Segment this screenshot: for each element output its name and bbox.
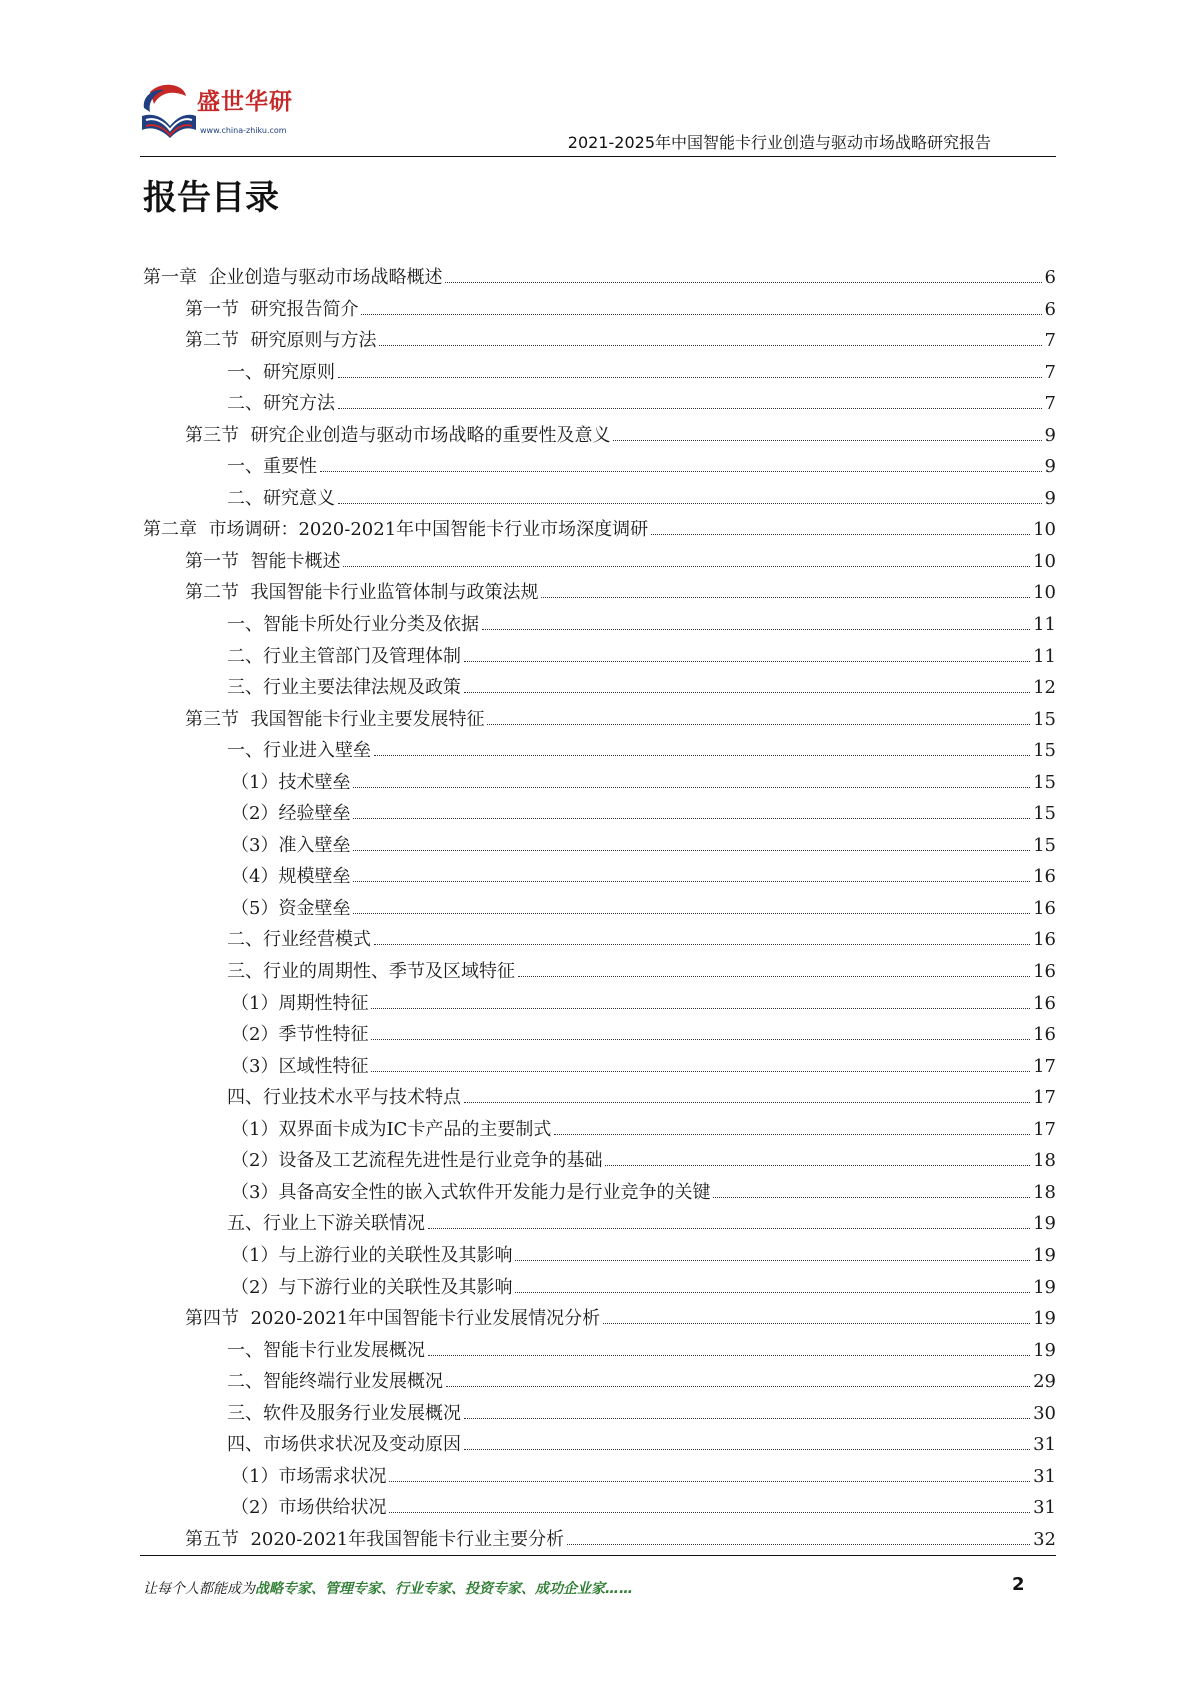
toc-entry[interactable]: [143, 704, 1056, 736]
toc-leader-dots: [353, 818, 1030, 819]
toc-entry[interactable]: [143, 1114, 1056, 1146]
toc-leader-dots: [464, 1102, 1030, 1103]
toc-entry[interactable]: [143, 1461, 1056, 1493]
toc-leader-dots: [361, 314, 1041, 315]
toc-entry-title: 二、行业经营模式: [227, 929, 371, 951]
toc-leader-dots: [482, 629, 1030, 630]
toc-entry-page: 9: [1044, 487, 1056, 509]
toc-leader-dots: [320, 471, 1042, 472]
toc-entry-title: （2）市场供给状况: [231, 1497, 387, 1519]
page-header: [0, 0, 1191, 160]
toc-leader-dots: [374, 755, 1030, 756]
toc-entry-title: （1）技术壁垒: [231, 771, 351, 793]
toc-leader-dots: [374, 944, 1030, 945]
toc-entry[interactable]: [143, 577, 1056, 609]
toc-entry-title: 第三节 研究企业创造与驱动市场战略的重要性及意义: [185, 424, 611, 446]
toc-entry-page: 17: [1033, 1055, 1056, 1077]
toc-leader-dots: [389, 1512, 1030, 1513]
toc-leader-dots: [541, 597, 1030, 598]
toc-leader-dots: [713, 1197, 1030, 1198]
toc-entry-title: 一、行业进入壁垒: [227, 740, 371, 762]
toc-entry-page: 10: [1033, 519, 1056, 541]
toc-entry-page: 31: [1033, 1465, 1056, 1487]
toc-entry-title: 二、智能终端行业发展概况: [227, 1371, 443, 1393]
toc-entry-title: （1）双界面卡成为IC卡产品的主要制式: [231, 1118, 552, 1140]
toc-leader-dots: [554, 1134, 1030, 1135]
report-title: 2021-2025年中国智能卡行业创造与驱动市场战略研究报告: [567, 133, 991, 152]
toc-entry[interactable]: [143, 325, 1056, 357]
toc-entry-title: 一、研究原则: [227, 361, 335, 383]
table-of-contents: [143, 262, 1056, 1555]
toc-entry-page: 19: [1033, 1276, 1056, 1298]
toc-entry-page: 15: [1033, 708, 1056, 730]
toc-entry-page: 19: [1033, 1339, 1056, 1361]
toc-leader-dots: [446, 1386, 1030, 1387]
toc-entry-page: 30: [1033, 1402, 1056, 1424]
toc-entry-page: 31: [1033, 1497, 1056, 1519]
toc-entry-title: 第二节 研究原则与方法: [185, 330, 377, 352]
toc-entry-title: （3）准入壁垒: [231, 834, 351, 856]
toc-entry-page: 15: [1033, 740, 1056, 762]
toc-entry-title: 第一节 智能卡概述: [185, 550, 341, 572]
toc-entry[interactable]: [143, 1272, 1056, 1304]
toc-entry-page: 17: [1033, 1087, 1056, 1109]
toc-leader-dots: [338, 377, 1042, 378]
toc-leader-dots: [353, 850, 1030, 851]
toc-leader-dots: [464, 1418, 1030, 1419]
toc-entry[interactable]: [143, 451, 1056, 483]
toc-entry-page: 16: [1033, 1024, 1056, 1046]
toc-entry-page: 17: [1033, 1118, 1056, 1140]
logo-emblem-icon: [140, 82, 198, 142]
toc-entry-page: 16: [1033, 929, 1056, 951]
toc-heading: 报告目录: [143, 178, 279, 218]
toc-entry-title: （2）设备及工艺流程先进性是行业竞争的基础: [231, 1150, 603, 1172]
toc-entry-title: 一、重要性: [227, 456, 317, 478]
toc-leader-dots: [379, 345, 1041, 346]
toc-entry-page: 29: [1033, 1371, 1056, 1393]
toc-entry-page: 32: [1033, 1528, 1056, 1550]
toc-leader-dots: [464, 661, 1030, 662]
toc-entry-page: 11: [1033, 645, 1056, 667]
toc-entry-title: 第二章 市场调研：2020-2021年中国智能卡行业市场深度调研: [143, 519, 649, 541]
toc-entry-title: （2）与下游行业的关联性及其影响: [231, 1276, 513, 1298]
toc-entry-page: 16: [1033, 961, 1056, 983]
toc-entry-page: 15: [1033, 771, 1056, 793]
toc-leader-dots: [428, 1228, 1030, 1229]
toc-entry-title: （5）资金壁垒: [231, 897, 351, 919]
toc-entry-page: 11: [1033, 614, 1056, 636]
toc-entry-title: 三、行业主要法律法规及政策: [227, 677, 461, 699]
toc-leader-dots: [515, 1260, 1030, 1261]
toc-entry-page: 12: [1033, 677, 1056, 699]
toc-leader-dots: [487, 724, 1030, 725]
toc-entry[interactable]: [143, 641, 1056, 673]
toc-entry-title: （3）具备高安全性的嵌入式软件开发能力是行业竞争的关键: [231, 1181, 711, 1203]
toc-entry[interactable]: [143, 893, 1056, 925]
toc-entry-title: 第五节 2020-2021年我国智能卡行业主要分析: [185, 1528, 565, 1550]
toc-entry-title: （2）经验壁垒: [231, 803, 351, 825]
toc-entry-title: （3）区域性特征: [231, 1055, 369, 1077]
toc-entry-page: 16: [1033, 992, 1056, 1014]
toc-entry-page: 6: [1044, 298, 1056, 320]
toc-entry-page: 9: [1044, 424, 1056, 446]
toc-entry[interactable]: [143, 262, 1056, 294]
toc-entry[interactable]: [143, 514, 1056, 546]
footer-divider: [140, 1555, 1056, 1556]
toc-entry[interactable]: [143, 767, 1056, 799]
toc-entry-title: 第四节 2020-2021年中国智能卡行业发展情况分析: [185, 1308, 601, 1330]
toc-entry-title: 第一节 研究报告简介: [185, 298, 359, 320]
toc-entry-title: 四、行业技术水平与技术特点: [227, 1087, 461, 1109]
toc-entry[interactable]: [143, 388, 1056, 420]
toc-leader-dots: [445, 282, 1041, 283]
toc-entry-page: 9: [1044, 456, 1056, 478]
toc-entry-page: 18: [1033, 1150, 1056, 1172]
toc-entry[interactable]: [143, 357, 1056, 389]
toc-entry[interactable]: [143, 1208, 1056, 1240]
toc-entry[interactable]: [143, 294, 1056, 326]
company-logo: [140, 82, 315, 144]
toc-entry[interactable]: [143, 1429, 1056, 1461]
toc-entry-title: 三、行业的周期性、季节及区域特征: [227, 961, 515, 983]
toc-entry-title: （1）市场需求状况: [231, 1465, 387, 1487]
toc-leader-dots: [353, 913, 1030, 914]
toc-entry[interactable]: [143, 924, 1056, 956]
toc-entry-title: 二、研究意义: [227, 487, 335, 509]
toc-entry[interactable]: [143, 1492, 1056, 1524]
toc-entry-title: （1）与上游行业的关联性及其影响: [231, 1244, 513, 1266]
toc-leader-dots: [338, 503, 1042, 504]
logo-url: www.china-zhiku.com: [200, 126, 287, 135]
toc-entry-page: 7: [1044, 330, 1056, 352]
toc-entry-page: 7: [1044, 393, 1056, 415]
slogan-highlight: 战略专家、管理专家、行业专家、投资专家、成功企业家……: [255, 1581, 633, 1597]
toc-entry-title: （4）规模壁垒: [231, 866, 351, 888]
toc-entry-page: 18: [1033, 1181, 1056, 1203]
toc-leader-dots: [371, 1008, 1030, 1009]
toc-leader-dots: [567, 1544, 1030, 1545]
toc-leader-dots: [603, 1323, 1030, 1324]
toc-entry[interactable]: [143, 1019, 1056, 1051]
toc-entry-page: 19: [1033, 1244, 1056, 1266]
toc-entry[interactable]: [143, 956, 1056, 988]
toc-entry[interactable]: [143, 420, 1056, 452]
toc-leader-dots: [518, 976, 1030, 977]
toc-leader-dots: [389, 1481, 1030, 1482]
toc-entry-title: 第三节 我国智能卡行业主要发展特征: [185, 708, 485, 730]
toc-entry[interactable]: [143, 1366, 1056, 1398]
toc-entry[interactable]: [143, 1303, 1056, 1335]
footer-slogan: [143, 1578, 633, 1598]
toc-entry-page: 15: [1033, 834, 1056, 856]
toc-entry[interactable]: [143, 1398, 1056, 1430]
toc-entry-page: 16: [1033, 897, 1056, 919]
toc-entry[interactable]: [143, 798, 1056, 830]
toc-leader-dots: [428, 1355, 1030, 1356]
logo-text: 盛世华研: [197, 89, 293, 115]
toc-entry-page: 16: [1033, 866, 1056, 888]
toc-entry[interactable]: [143, 1082, 1056, 1114]
toc-entry-title: （2）季节性特征: [231, 1024, 369, 1046]
toc-entry-page: 6: [1044, 267, 1056, 288]
toc-entry[interactable]: [143, 1177, 1056, 1209]
toc-entry-page: 19: [1033, 1213, 1056, 1235]
toc-leader-dots: [371, 1071, 1030, 1072]
slogan-prefix: 让每个人都能成为: [143, 1581, 255, 1597]
toc-entry-title: 第一章 企业创造与驱动市场战略概述: [143, 267, 443, 288]
toc-entry-title: 二、行业主管部门及管理体制: [227, 645, 461, 667]
toc-entry[interactable]: [143, 1051, 1056, 1083]
toc-entry-page: 10: [1033, 582, 1056, 604]
toc-entry-page: 31: [1033, 1434, 1056, 1456]
toc-entry-page: 15: [1033, 803, 1056, 825]
toc-entry[interactable]: [143, 1335, 1056, 1367]
toc-leader-dots: [371, 1039, 1030, 1040]
toc-entry-title: （1）周期性特征: [231, 992, 369, 1014]
toc-entry[interactable]: [143, 483, 1056, 515]
toc-entry[interactable]: [143, 1145, 1056, 1177]
toc-leader-dots: [605, 1165, 1030, 1166]
toc-leader-dots: [353, 787, 1030, 788]
toc-entry-title: 第二节 我国智能卡行业监管体制与政策法规: [185, 582, 539, 604]
toc-leader-dots: [353, 881, 1030, 882]
toc-leader-dots: [613, 440, 1041, 441]
toc-entry[interactable]: [143, 609, 1056, 641]
toc-entry[interactable]: [143, 672, 1056, 704]
toc-entry[interactable]: [143, 1524, 1056, 1556]
page-number: 2: [1012, 1574, 1025, 1595]
toc-entry[interactable]: [143, 830, 1056, 862]
toc-entry[interactable]: [143, 861, 1056, 893]
toc-entry-page: 19: [1033, 1308, 1056, 1330]
toc-entry[interactable]: [143, 546, 1056, 578]
toc-entry[interactable]: [143, 735, 1056, 767]
toc-entry-page: 7: [1044, 361, 1056, 383]
toc-leader-dots: [515, 1292, 1030, 1293]
toc-leader-dots: [343, 566, 1030, 567]
toc-entry-title: 三、软件及服务行业发展概况: [227, 1402, 461, 1424]
toc-entry-title: 二、研究方法: [227, 393, 335, 415]
toc-leader-dots: [651, 534, 1030, 535]
toc-entry-title: 一、智能卡所处行业分类及依据: [227, 614, 479, 636]
toc-leader-dots: [338, 408, 1042, 409]
toc-entry[interactable]: [143, 988, 1056, 1020]
toc-entry-title: 五、行业上下游关联情况: [227, 1213, 425, 1235]
toc-entry-page: 10: [1033, 550, 1056, 572]
toc-entry-title: 一、智能卡行业发展概况: [227, 1339, 425, 1361]
toc-leader-dots: [464, 692, 1030, 693]
toc-leader-dots: [464, 1449, 1030, 1450]
toc-entry[interactable]: [143, 1240, 1056, 1272]
header-divider: [140, 156, 1056, 157]
toc-entry-title: 四、市场供求状况及变动原因: [227, 1434, 461, 1456]
